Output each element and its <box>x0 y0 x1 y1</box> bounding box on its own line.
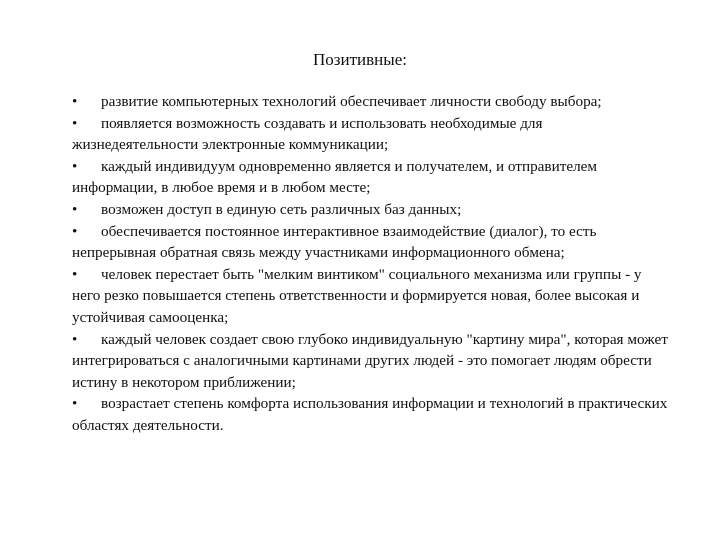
bullet-list <box>72 91 668 437</box>
list-item <box>72 393 668 436</box>
list-item-text: развитие компьютерных технологий обеспечивает личности свободу выбора; <box>101 93 602 110</box>
bullet-marker: • <box>72 330 78 348</box>
list-item <box>72 113 668 156</box>
list-item <box>72 329 668 394</box>
bullet-marker: • <box>72 114 78 132</box>
list-item-text: каждый индивидуум одновременно является и получателем, и отправителем информации, в любое время и в любом месте; <box>72 157 598 197</box>
list-item-text: появляется возможность создавать и использовать необходимые для жизнедеятельности электронные коммуникации; <box>72 114 543 154</box>
bullet-marker: • <box>72 265 78 283</box>
list-item-text: обеспечивается постоянное интерактивное взаимодействие (диалог), то есть непрерывная обратная связь между участниками информационного обмена; <box>72 222 597 262</box>
slide-title: Позитивные: <box>313 50 407 69</box>
list-item <box>72 264 668 329</box>
list-item-text: человек перестает быть "мелким винтиком" социального механизма или группы - у него резко повышается степень ответственности и формируется новая, более высокая и устойчивая самооценка; <box>72 265 642 326</box>
bullet-marker: • <box>72 200 78 218</box>
list-item <box>72 199 668 221</box>
bullet-marker: • <box>72 93 78 110</box>
list-item-text: возрастает степень комфорта использования информации и технологий в практических областях деятельности. <box>72 395 668 434</box>
list-item <box>72 156 668 199</box>
list-item <box>72 91 668 113</box>
bullet-marker: • <box>72 395 78 413</box>
list-item <box>72 221 668 264</box>
list-item-text: возможен доступ в единую сеть различных баз данных; <box>101 200 462 218</box>
bullet-marker: • <box>72 222 78 240</box>
list-item-text: каждый человек создает свою глубоко индивидуальную "картину мира", которая может интегрироваться с аналогичными картинами других людей - это помогает людям обрести истину в некотором приближении; <box>72 330 668 391</box>
bullet-marker: • <box>72 157 78 175</box>
